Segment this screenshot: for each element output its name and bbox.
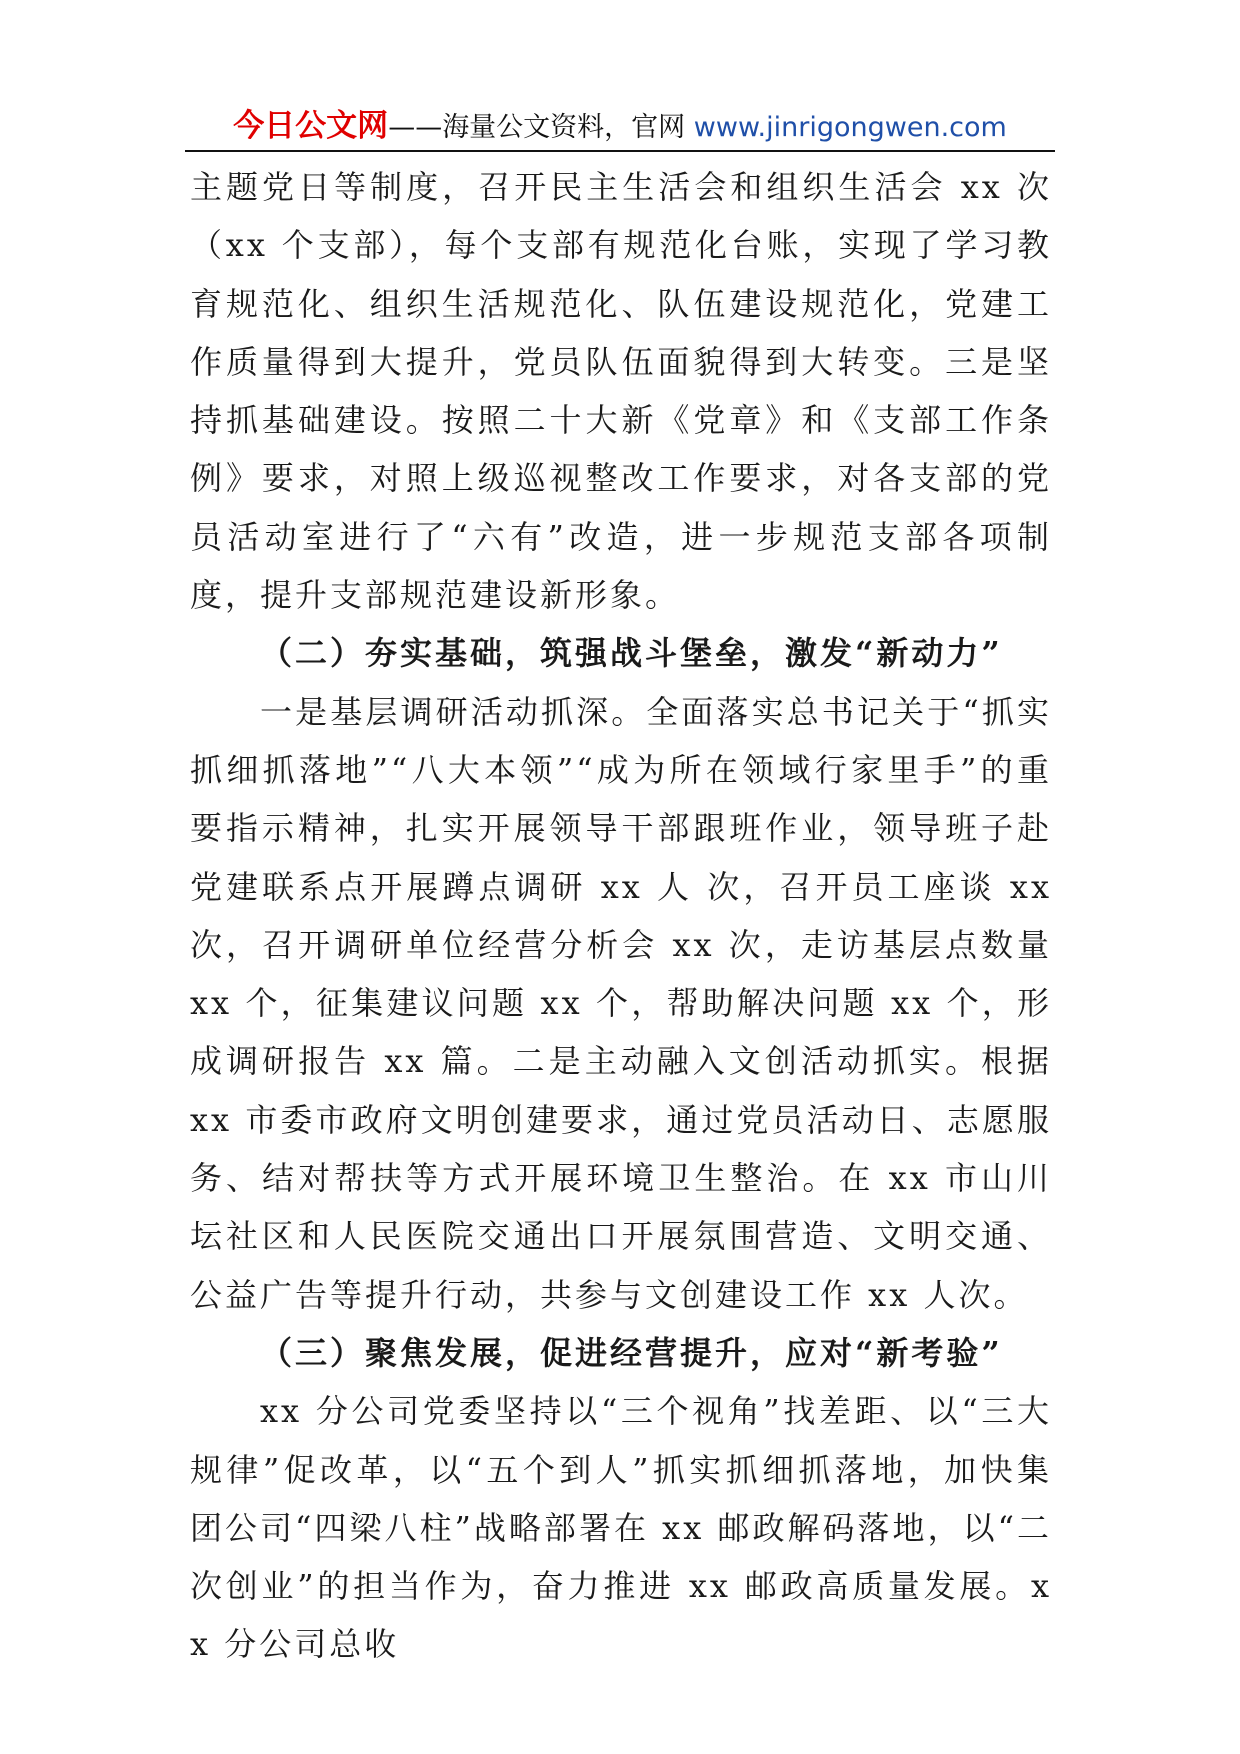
paragraph-1: 主题党日等制度，召开民主生活会和组织生活会 xx 次（xx 个支部），每个支部有规范化台账，实现了学习教育规范化、组织生活规范化、队伍建设规范化，党建工作质量得到大提升，党员队伍面貌得到大转变。三是坚持抓基础建设。按照二十大新《党章》和《支部工作条例》要求，对照上级巡视整改工作要求，对各支部的党员活动室进行了“六有”改造，进一步规范支部各项制度，提升支部规范建设新形象。 [190, 168, 1052, 615]
section-heading-2: （二）夯实基础，筑强战斗堡垒，激发“新动力” [260, 634, 1003, 673]
document-header [185, 104, 1055, 148]
paragraph-3: xx 分公司党委坚持以“三个视角”找差距、以“三大规律”促改革，以“五个到人”抓实抓细抓落地，加快集团公司“四梁八柱”战略部署在 xx 邮政解码落地，以“二次创业”的担当作为，奋力推进 xx 邮政高质量发展。xx 分公司总收 [190, 1392, 1052, 1664]
paragraph-2: 一是基层调研活动抓深。全面落实总书记关于“抓实抓细抓落地”“八大本领”“成为所在领域行家里手”的重要指示精神，扎实开展领导干部跟班作业，领导班子赴党建联系点开展蹲点调研 xx 人 次，召开员工座谈 xx 次，召开调研单位经营分析会 xx 次，走访基层点数量 xx 个，征集建议问题 xx 个，帮助解决问题 xx 个，形成调研报告 xx 篇。二是主动融入文创活动抓实。根据 xx 市委市政府文明创建要求，通过党员活动日、志愿服务、结对帮扶等方式开展环境卫生整治。在 xx 市山川坛社区和人民医院交通出口开展氛围营造、文明交通、公益广告等提升行动，共参与文创建设工作 xx 人次。 [190, 692, 1052, 1314]
header-divider [185, 150, 1055, 152]
header-brand: 今日公文网 [233, 108, 389, 144]
header-website-link[interactable]: www.jinrigongwen.com [693, 112, 1007, 143]
section-heading-3: （三）聚焦发展，促进经营提升，应对“新考验” [260, 1333, 1003, 1372]
header-tagline: ——海量公文资料，官网 [388, 112, 694, 143]
document-body [190, 158, 1052, 1674]
